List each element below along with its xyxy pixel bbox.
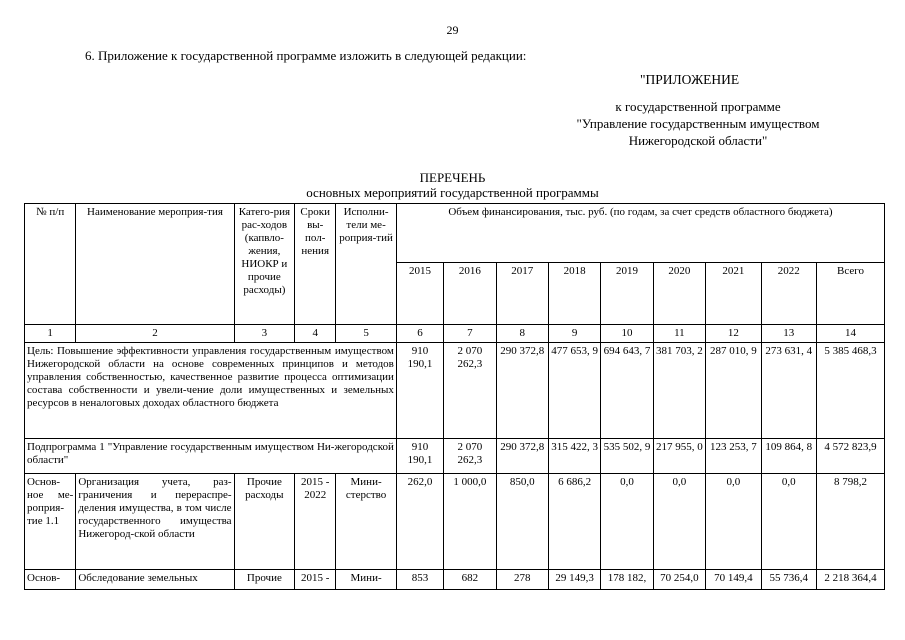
appendix-subtitle [552, 98, 844, 149]
measure-value: 70 254,0 [653, 570, 705, 590]
year-cell: 2018 [548, 263, 600, 325]
measure-name: Организация учета, раз-граничения и перераспре-деления имущества, в том числе государственного имущества Нижегород-ской области [76, 474, 234, 570]
subprogram-value: 109 864, 8 [761, 439, 816, 474]
col-number: 5 [336, 325, 397, 343]
subprogram-row [25, 439, 885, 474]
header-terms: Сроки вы-пол-нения [295, 204, 336, 325]
subprogram-value: 123 253, 7 [706, 439, 761, 474]
measure-value: 70 149,4 [706, 570, 761, 590]
header-category: Катего-рия рас-ходов (капвло-жения, НИОКР и прочие расходы) [234, 204, 295, 325]
goal-total: 5 385 468,3 [817, 343, 885, 439]
measures-table [24, 203, 885, 590]
col-number: 1 [25, 325, 76, 343]
goal-value: 381 703, 2 [653, 343, 705, 439]
subprogram-value: 290 372,8 [496, 439, 548, 474]
year-cell: 2021 [706, 263, 761, 325]
measure-terms: 2015 - 2022 [295, 474, 336, 570]
col-number: 3 [234, 325, 295, 343]
measure-value: 0,0 [761, 474, 816, 570]
measure-executor: Мини-стерство [336, 474, 397, 570]
measure-value: 0,0 [601, 474, 653, 570]
subprogram-text: Подпрограмма 1 "Управление государственным имуществом Ни-жегородской области" [25, 439, 397, 474]
measure-category: Прочие расходы [234, 474, 295, 570]
measure-label: Основ- [25, 570, 76, 590]
goal-value: 287 010, 9 [706, 343, 761, 439]
header-name: Наименование мероприя-тия [76, 204, 234, 325]
col-number: 8 [496, 325, 548, 343]
subprogram-total: 4 572 823,9 [817, 439, 885, 474]
measure-value: 262,0 [396, 474, 443, 570]
year-cell: 2020 [653, 263, 705, 325]
goal-text: Цель: Повышение эффективности управления государственным имуществом Нижегородской области на основе современных принципов и методов управления собственностью, качественное развитие процесса оптимизации состава собственности и увели-чение доли имущественных и земельных ресурсов в неналоговых доходах областного бюджета [25, 343, 397, 439]
year-total-cell: Всего [817, 263, 885, 325]
measure-label: Основ-ное ме-роприя-тие 1.1 [25, 474, 76, 570]
measure-value: 0,0 [706, 474, 761, 570]
appendix-title: "ПРИЛОЖЕНИЕ [640, 72, 740, 87]
goal-value: 290 372,8 [496, 343, 548, 439]
measure-category: Прочие [234, 570, 295, 590]
header-funding: Объем финансирования, тыс. руб. (по годам, за счет средств областного бюджета) [396, 204, 884, 263]
year-cell: 2017 [496, 263, 548, 325]
col-number: 14 [817, 325, 885, 343]
header-num: № п/п [25, 204, 76, 325]
measure-executor: Мини- [336, 570, 397, 590]
goal-value: 694 643, 7 [601, 343, 653, 439]
list-title-line-1: ПЕРЕЧЕНЬ [419, 170, 486, 185]
measure-value: 6 686,2 [548, 474, 600, 570]
measure-value: 850,0 [496, 474, 548, 570]
measure-value: 55 736,4 [761, 570, 816, 590]
column-numbers-row [25, 325, 885, 343]
col-number: 9 [548, 325, 600, 343]
intro-text: 6. Приложение к государственной программе изложить в следующей редакции: [85, 48, 527, 63]
col-number: 12 [706, 325, 761, 343]
col-number: 6 [396, 325, 443, 343]
year-cell: 2019 [601, 263, 653, 325]
goal-value: 2 070 262,3 [444, 343, 496, 439]
goal-row [25, 343, 885, 439]
header-executors: Исполни-тели ме-роприя-тий [336, 204, 397, 325]
subprogram-value: 217 955, 0 [653, 439, 705, 474]
measure-total: 2 218 364,4 [817, 570, 885, 590]
measure-value: 1 000,0 [444, 474, 496, 570]
measure-terms: 2015 - [295, 570, 336, 590]
year-cell: 2016 [444, 263, 496, 325]
measure-value: 278 [496, 570, 548, 590]
measure-total: 8 798,2 [817, 474, 885, 570]
col-number: 2 [76, 325, 234, 343]
measure-value: 29 149,3 [548, 570, 600, 590]
year-cell: 2015 [396, 263, 443, 325]
col-number: 7 [444, 325, 496, 343]
measure-value: 682 [444, 570, 496, 590]
subprogram-value: 910 190,1 [396, 439, 443, 474]
header-row [25, 204, 885, 263]
appendix-line-1: к государственной программе [615, 99, 781, 114]
page-number: 29 [446, 23, 459, 37]
goal-value: 910 190,1 [396, 343, 443, 439]
measure-name: Обследование земельных [76, 570, 234, 590]
col-number: 13 [761, 325, 816, 343]
subprogram-value: 535 502, 9 [601, 439, 653, 474]
list-title [0, 170, 905, 200]
goal-value: 273 631, 4 [761, 343, 816, 439]
col-number: 11 [653, 325, 705, 343]
measure-row-1-1 [25, 474, 885, 570]
subprogram-value: 2 070 262,3 [444, 439, 496, 474]
appendix-line-3: Нижегородской области" [628, 133, 768, 148]
measure-value: 178 182, [601, 570, 653, 590]
measure-row-1-2 [25, 570, 885, 590]
col-number: 4 [295, 325, 336, 343]
measure-value: 853 [396, 570, 443, 590]
year-cell: 2022 [761, 263, 816, 325]
list-title-line-2: основных мероприятий государственной программы [306, 185, 599, 200]
goal-value: 477 653, 9 [548, 343, 600, 439]
appendix-line-2: "Управление государственным имуществом [576, 116, 820, 131]
measure-value: 0,0 [653, 474, 705, 570]
col-number: 10 [601, 325, 653, 343]
subprogram-value: 315 422, 3 [548, 439, 600, 474]
